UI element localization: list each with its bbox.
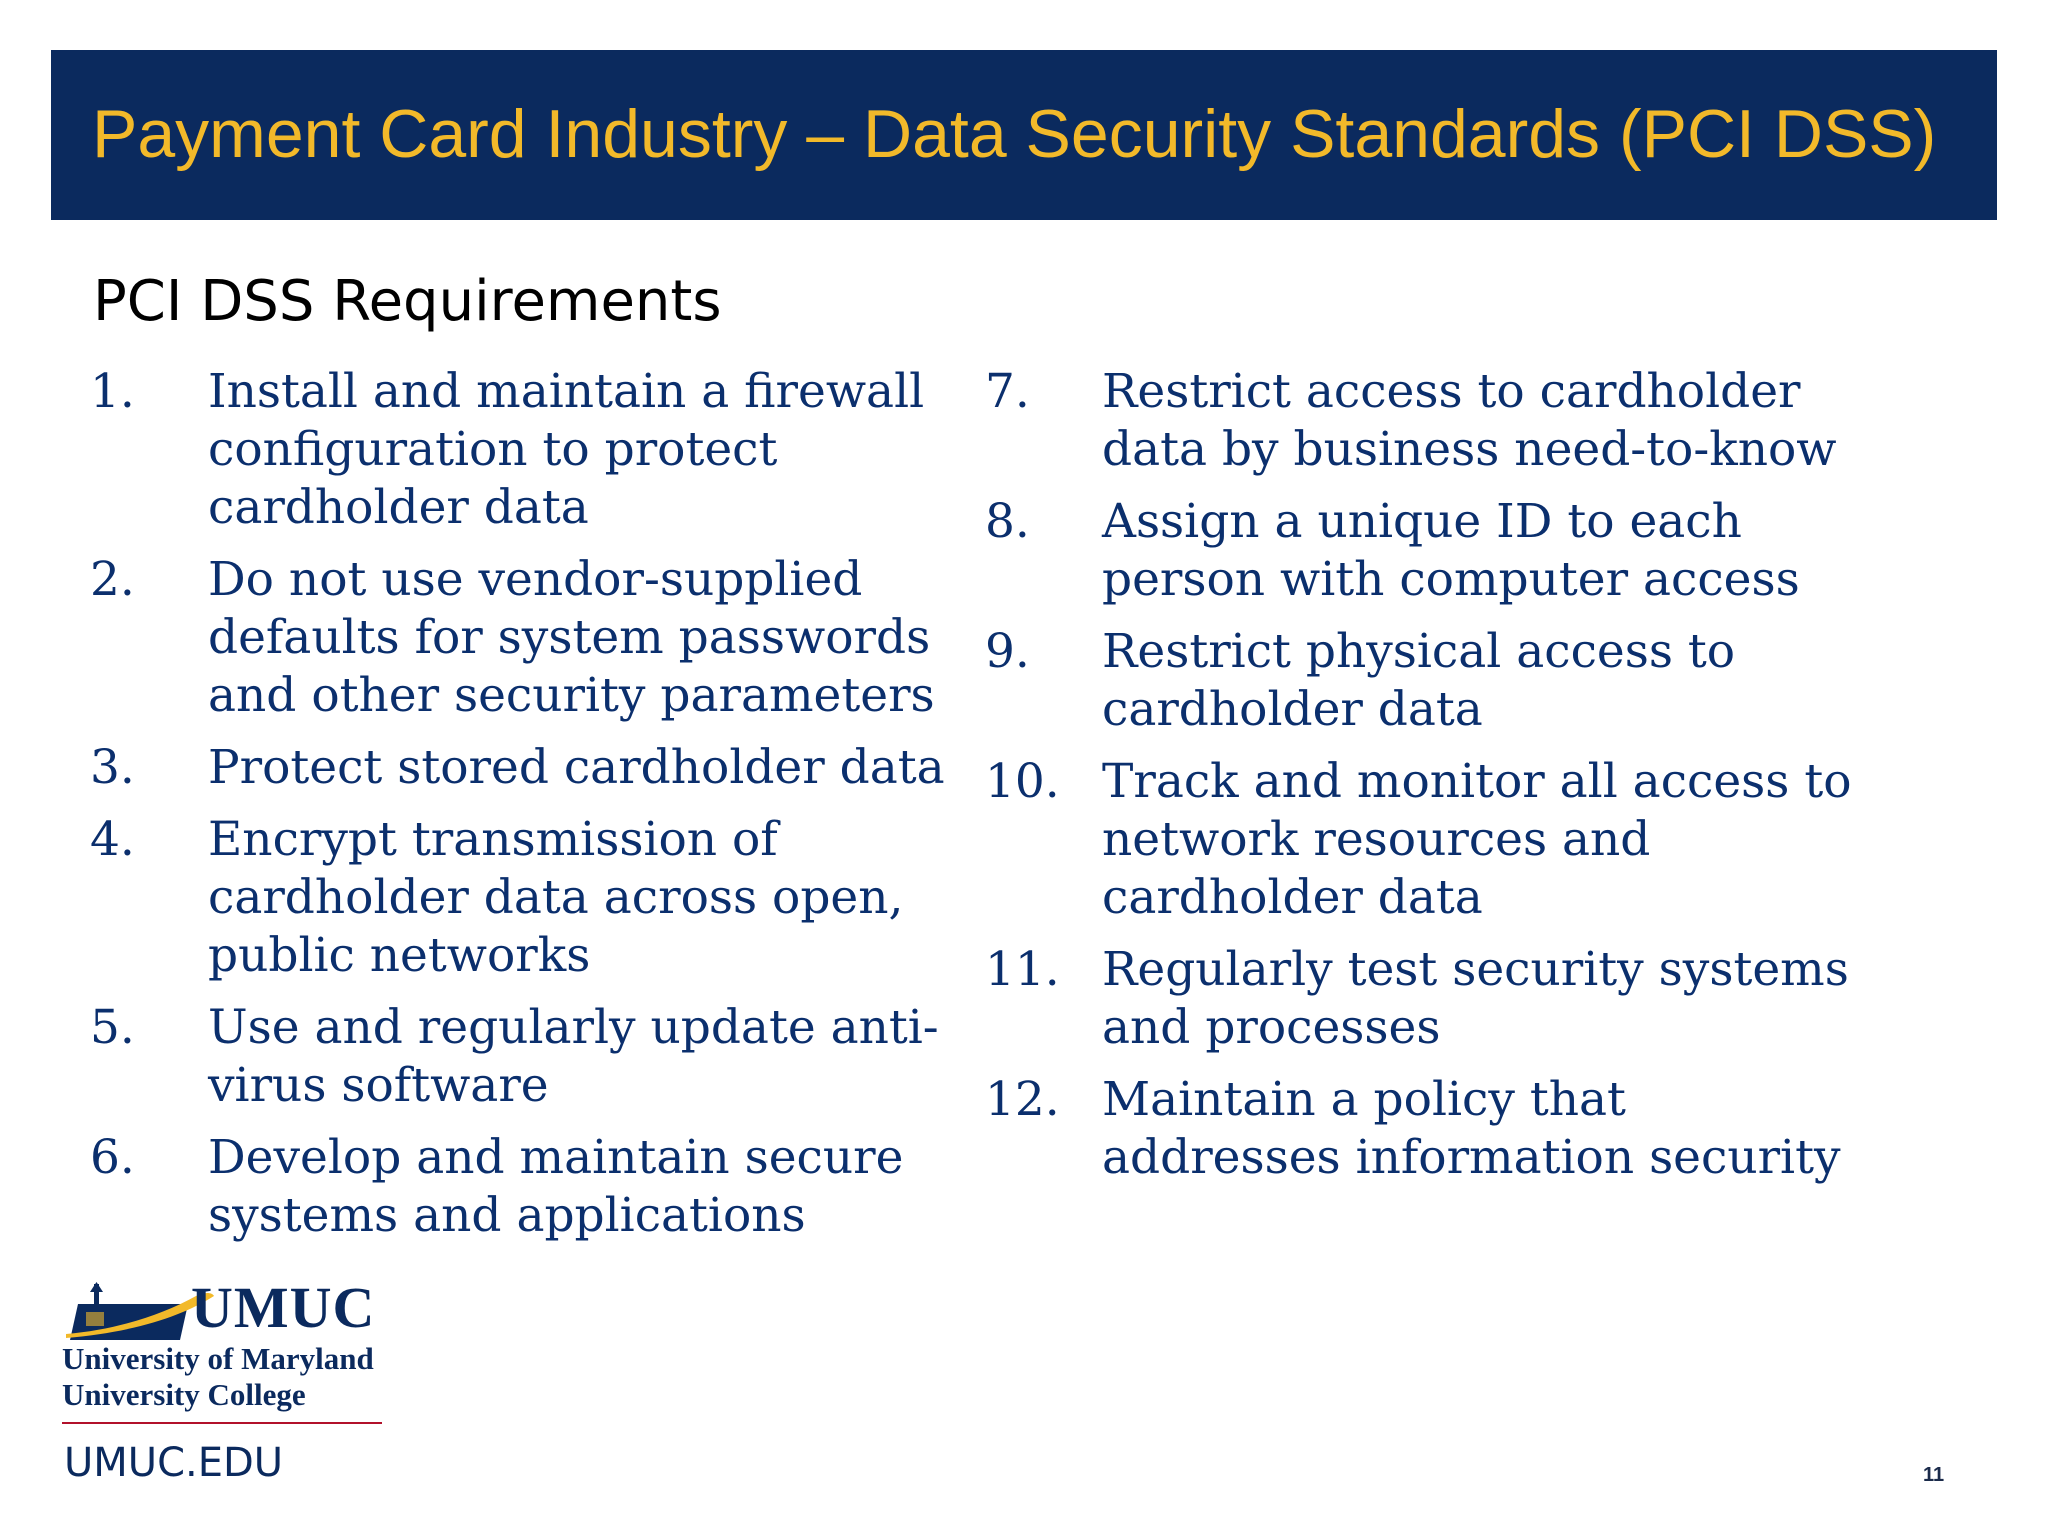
logo-university-line1: University of Maryland: [62, 1341, 374, 1376]
requirement-text: Use and regularly update anti- virus software: [208, 1000, 939, 1113]
requirement-number: 7.: [985, 364, 1030, 419]
requirement-text: Regularly test security systems and processes: [1102, 942, 1849, 1055]
requirement-number: 8.: [985, 494, 1030, 549]
logo-acronym: UMUC: [191, 1275, 376, 1340]
requirement-item: [90, 1129, 950, 1245]
requirements-list-left: [90, 363, 950, 1259]
requirement-text: Do not use vendor-supplied defaults for system passwords and other security parameters: [208, 552, 935, 723]
requirement-number: 3.: [90, 740, 135, 795]
slide-title: Payment Card Industry – Data Security Standards (PCI DSS): [92, 96, 1937, 172]
requirement-item: [985, 1071, 1995, 1187]
requirement-text: Maintain a policy that addresses information security: [1102, 1072, 1841, 1185]
requirements-list-right: [985, 363, 1995, 1201]
requirement-text: Restrict physical access to cardholder data: [1102, 624, 1736, 737]
requirement-number: 10.: [985, 754, 1060, 809]
requirement-text: Track and monitor all access to network resources and cardholder data: [1102, 754, 1852, 925]
requirement-item: [985, 493, 1995, 609]
requirement-item: [90, 999, 950, 1115]
logo-divider: [62, 1422, 382, 1424]
requirement-text: Assign a unique ID to each person with computer access: [1102, 494, 1800, 607]
requirement-text: Develop and maintain secure systems and applications: [208, 1130, 904, 1243]
requirement-text: Restrict access to cardholder data by business need-to-know: [1102, 364, 1837, 477]
requirement-number: 11.: [985, 942, 1060, 997]
requirement-number: 4.: [90, 812, 135, 867]
requirement-item: [90, 551, 950, 725]
page-number: 11: [1923, 1464, 1945, 1486]
requirement-item: [985, 623, 1995, 739]
requirement-text: Protect stored cardholder data: [208, 740, 945, 795]
umuc-logo: [52, 1275, 392, 1430]
requirement-number: 1.: [90, 364, 135, 419]
requirement-item: [985, 753, 1995, 927]
logo-university-line2: University College: [62, 1377, 306, 1412]
requirement-number: 6.: [90, 1130, 135, 1185]
requirement-number: 9.: [985, 624, 1030, 679]
requirement-item: [985, 363, 1995, 479]
requirement-item: [90, 811, 950, 985]
website-url: UMUC.EDU: [64, 1440, 284, 1486]
requirement-item: [90, 363, 950, 537]
requirement-number: 2.: [90, 552, 135, 607]
requirement-item: [985, 941, 1995, 1057]
requirement-number: 12.: [985, 1072, 1060, 1127]
requirement-text: Install and maintain a firewall configuration to protect cardholder data: [208, 364, 925, 535]
requirement-item: [90, 739, 950, 797]
requirement-text: Encrypt transmission of cardholder data across open, public networks: [208, 812, 904, 983]
requirement-number: 5.: [90, 1000, 135, 1055]
slide-subtitle: PCI DSS Requirements: [93, 269, 722, 334]
